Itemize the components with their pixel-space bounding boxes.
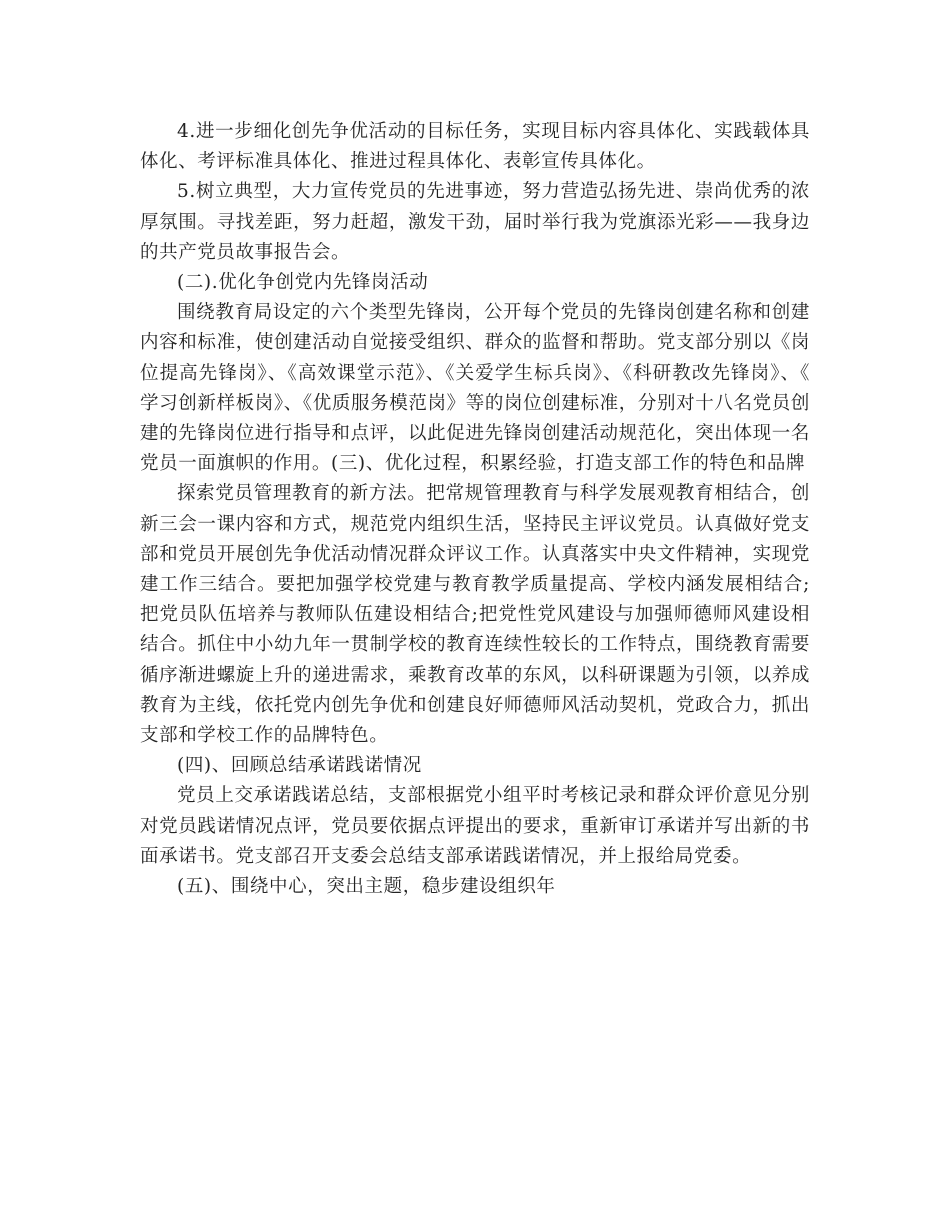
paragraph-management-education: 探索党员管理教育的新方法。把常规管理教育与科学发展观教育相结合，创新三会一课内容和方式，规范党内组织生活，坚持民主评议党员。认真做好党支部和党员开展创先争优活动情况群众评议工作。认真落实中央文件精神，实现党建工作三结合。要把加强学校党建与教育教学质量提高、学校内涵发展相结合;把党员队伍培养与教师队伍建设相结合;把党性党风建设与加强师德师风建设相结合。抓住中小幼九年一贯制学校的教育连续性较长的工作特点，围绕教育需要循序渐进螺旋上升的递进需求，乘教育改革的东风，以科研课题为引领，以养成教育为主线，依托党内创先争优和创建良好师德师风活动契机，党政合力，抓出支部和学校工作的品牌特色。 (140, 483, 810, 747)
paragraph-pioneer-posts: 围绕教育局设定的六个类型先锋岗，公开每个党员的先锋岗创建名称和创建内容和标准，使创建活动自觉接受组织、群众的监督和帮助。党支部分别以《岗位提高先锋岗》、《高效课堂示范》、《关爱学生标兵岗》、《科研教改先锋岗》、《学习创新样板岗》、《优质服务模范岗》等的岗位创建标准，分别对十八名党员创建的先锋岗位进行指导和点评，以此促进先锋岗创建活动规范化，突出体现一名党员一面旗帜的作用。(三)、优化过程，积累经验，打造支部工作的特色和品牌 (140, 302, 810, 475)
section-heading-4: (四)、回顾总结承诺践诺情况 (177, 755, 422, 777)
section-heading-2: (二).优化争创党内先锋岗活动 (177, 272, 429, 294)
paragraph-item-5: 5.树立典型，大力宣传党员的先进事迹，努力营造弘扬先进、崇尚优秀的浓厚氛围。寻找差距，努力赶超，激发干劲，届时举行我为党旗添光彩——我身边的共产党员故事报告会。 (140, 181, 810, 263)
document-body (140, 117, 810, 902)
paragraph-item-4: 4.进一步细化创先争优活动的目标任务，实现目标内容具体化、实践载体具体化、考评标准具体化、推进过程具体化、表彰宣传具体化。 (140, 121, 810, 173)
section-heading-5: (五)、围绕中心，突出主题，稳步建设组织年 (177, 876, 556, 898)
paragraph-commitment-review: 党员上交承诺践诺总结，支部根据党小组平时考核记录和群众评价意见分别对党员践诺情况点评，党员要依据点评提出的要求，重新审订承诺并写出新的书面承诺书。党支部召开支委会总结支部承诺践诺情况，并上报给局党委。 (140, 785, 810, 867)
